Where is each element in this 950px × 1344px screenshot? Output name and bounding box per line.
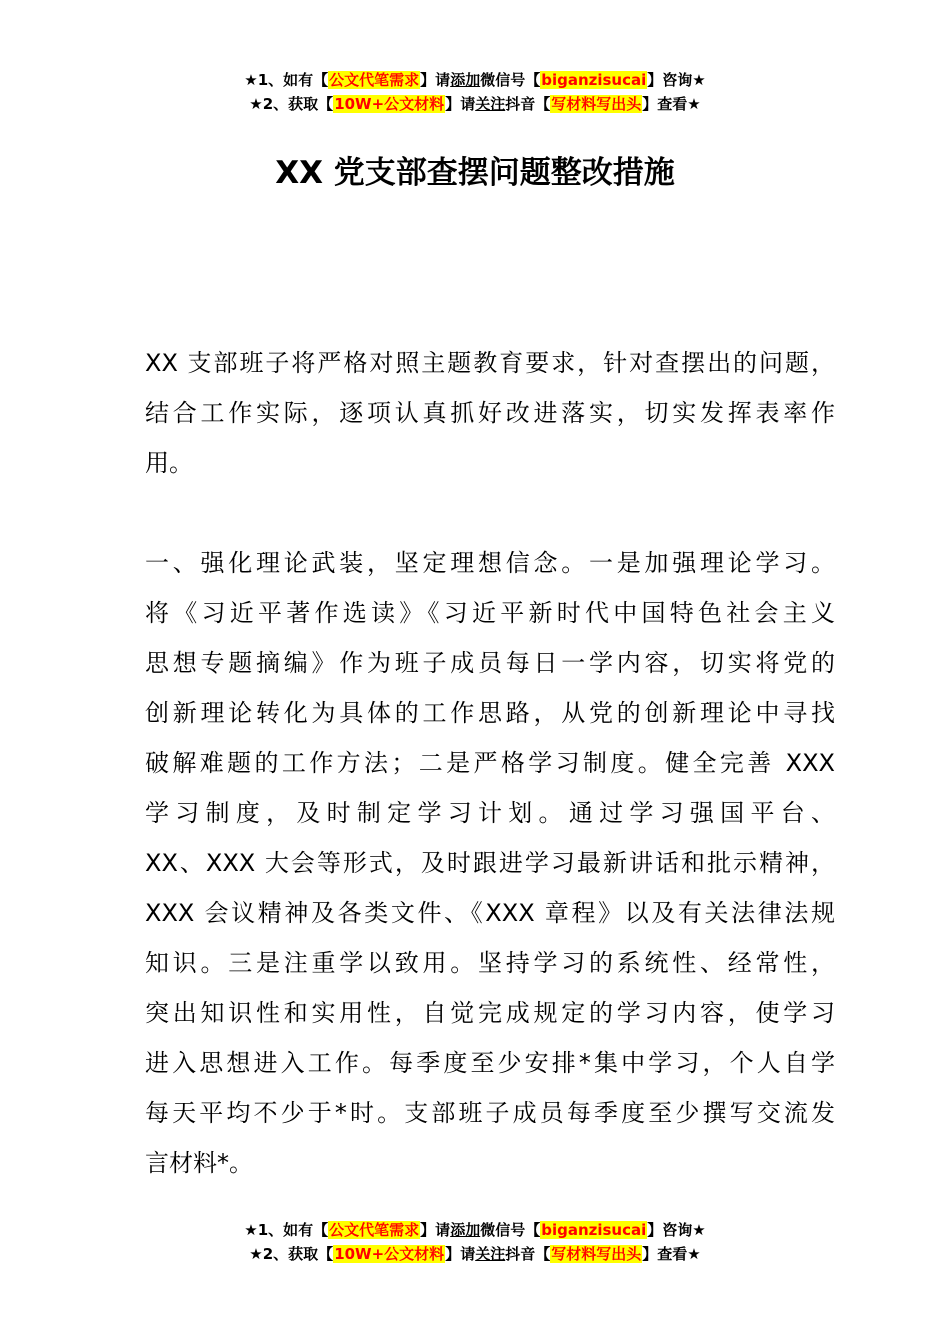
paragraph-intro [145, 338, 835, 488]
banner-line-2: ★2、获取【10W+公文材料】请关注抖音【写材料写出头】查看★ [249, 95, 701, 113]
banner-line-1: ★1、如有【公文代笔需求】请添加微信号【biganzisucai】咨询★ [244, 1221, 706, 1239]
underlined-follow: 关注 [475, 1245, 506, 1263]
footer-banner [0, 1218, 950, 1266]
paragraph-line: 将《习近平著作选读》《习近平新时代中国特色社会主义 [145, 599, 835, 627]
highlight-service: 公文代笔需求 [329, 1221, 420, 1239]
highlight-wechat-id: biganzisucai [541, 71, 647, 89]
paragraph-line: 破解难题的工作方法；二是严格学习制度。健全完善 XXX [145, 749, 835, 777]
paragraph-line: 结合工作实际，逐项认真抓好改进落实，切实发挥表率作 [145, 399, 835, 427]
paragraph-line: 知识。三是注重学以致用。坚持学习的系统性、经常性， [145, 949, 835, 977]
banner-line-1: ★1、如有【公文代笔需求】请添加微信号【biganzisucai】咨询★ [244, 71, 706, 89]
paragraph-line: XX 支部班子将严格对照主题教育要求，针对查摆出的问题， [145, 349, 835, 377]
paragraph-measure-1 [145, 538, 835, 1188]
banner-line-2: ★2、获取【10W+公文材料】请关注抖音【写材料写出头】查看★ [249, 1245, 701, 1263]
header-banner [0, 68, 950, 116]
document-title: XX 党支部查摆问题整改措施 [275, 155, 675, 191]
paragraph-line: 用。 [145, 449, 193, 477]
paragraph-line: 言材料*。 [145, 1149, 253, 1177]
paragraph-line: XXX 会议精神及各类文件、《XXX 章程》以及有关法律法规 [145, 899, 835, 927]
paragraph-line: 思想专题摘编》作为班子成员每日一学内容，切实将党的 [145, 649, 835, 677]
underlined-follow: 关注 [475, 95, 506, 113]
highlight-douyin-account: 写材料写出头 [551, 1245, 642, 1263]
highlight-wechat-id: biganzisucai [541, 1221, 647, 1239]
paragraph-line: 突出知识性和实用性，自觉完成规定的学习内容，使学习 [145, 999, 835, 1027]
highlight-service: 公文代笔需求 [329, 71, 420, 89]
paragraph-line: 学习制度，及时制定学习计划。通过学习强国平台、 [145, 799, 835, 827]
paragraph-line: XX、XXX 大会等形式，及时跟进学习最新讲话和批示精神， [145, 849, 835, 877]
paragraph-line: 创新理论转化为具体的工作思路，从党的创新理论中寻找 [145, 699, 835, 727]
underlined-add: 添加 [450, 71, 481, 89]
highlight-douyin-account: 写材料写出头 [551, 95, 642, 113]
underlined-add: 添加 [450, 1221, 481, 1239]
highlight-materials: 10W+公文材料 [334, 95, 445, 113]
highlight-materials: 10W+公文材料 [334, 1245, 445, 1263]
paragraph-line: 每天平均不少于*时。支部班子成员每季度至少撰写交流发 [145, 1099, 835, 1127]
paragraph-line: 一、强化理论武装，坚定理想信念。一是加强理论学习。 [145, 549, 835, 577]
paragraph-line: 进入思想进入工作。每季度至少安排*集中学习，个人自学 [145, 1049, 835, 1077]
